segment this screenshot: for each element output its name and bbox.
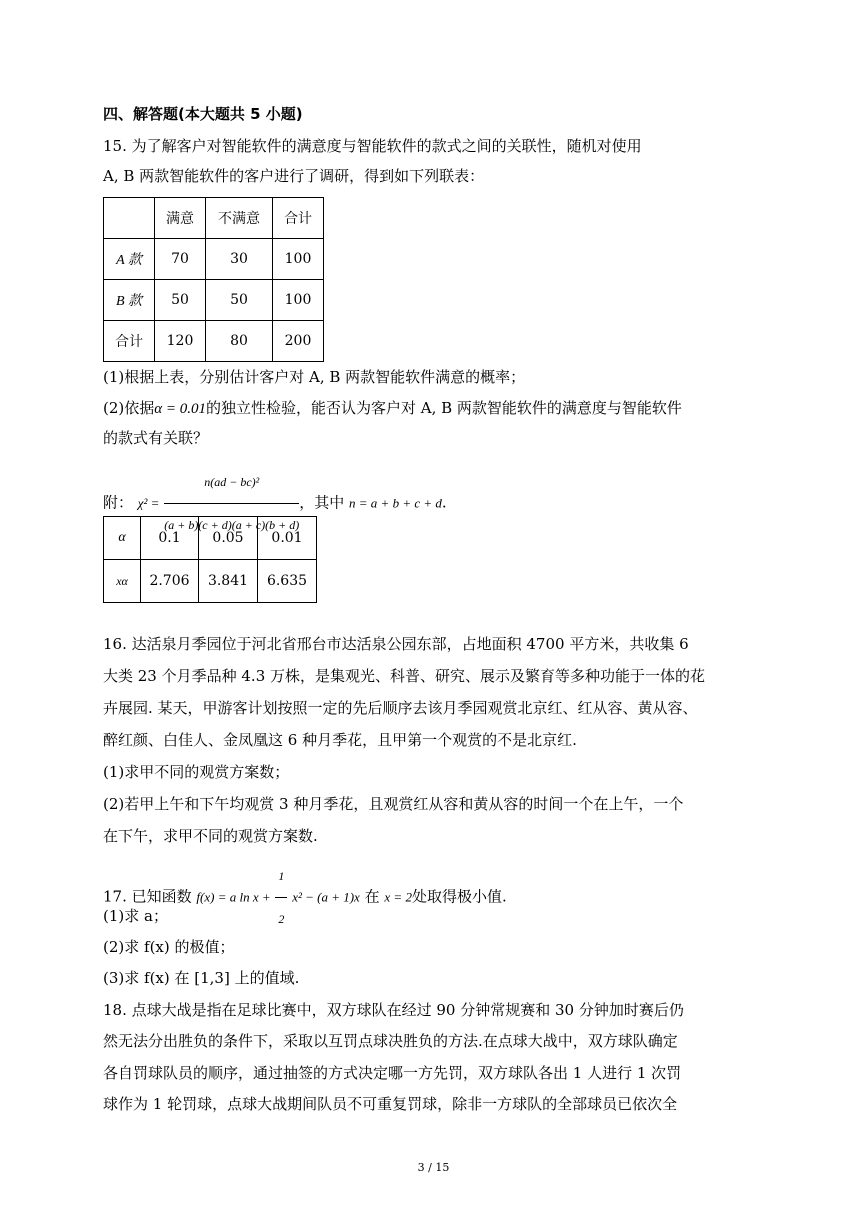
- period: .: [441, 493, 447, 512]
- alpha-value: α = 0.01: [154, 401, 206, 417]
- table-cell: 70: [155, 239, 206, 280]
- table-cell: 0.05: [199, 517, 258, 560]
- table-cell: 0.1: [141, 517, 199, 560]
- fraction-numerator: 1: [275, 856, 287, 898]
- table-cell: xα: [104, 560, 141, 603]
- q18-line1: 18. 点球大战是指在足球比赛中，双方球队在经过 90 分钟常规赛和 30 分钟加时赛后仍: [103, 1001, 684, 1019]
- fraction-denominator: 2: [278, 912, 285, 926]
- table-cell: 100: [273, 239, 324, 280]
- q15-line1: 15. 为了解客户对智能软件的满意度与智能软件的款式之间的关联性，随机对使用: [103, 137, 642, 155]
- table-row: [104, 321, 324, 362]
- q15-part2: [103, 398, 682, 419]
- q17-part3: (3)求 f(x) 在 [1,3] 上的值域.: [103, 969, 300, 987]
- table-row: [104, 239, 324, 280]
- table-cell: 120: [155, 321, 206, 362]
- table-cell: 3.841: [199, 560, 258, 603]
- n-formula: n = a + b + c + d: [349, 495, 442, 511]
- table-cell: 50: [206, 280, 273, 321]
- q17-prefix: 17. 已知函数: [103, 887, 192, 906]
- table-row: [104, 280, 324, 321]
- table-cell: 0.01: [258, 517, 317, 560]
- table-header: 满意: [155, 198, 206, 239]
- q18-line4: 球作为 1 轮罚球，点球大战期间队员不可重复罚球，除非一方球队的全部球员已依次全: [103, 1095, 678, 1113]
- function-formula-part2: x² − (a + 1)x: [292, 889, 360, 905]
- q16-line1: 16. 达活泉月季园位于河北省邢台市达活泉公园东部，占地面积 4700 平方米，共收集 6: [103, 635, 689, 653]
- table-cell: 50: [155, 280, 206, 321]
- q15-part2-text: 的独立性检验，能否认为客户对 A, B 两款智能软件的满意度与智能软件: [206, 399, 682, 417]
- q16-line2: 大类 23 个月季品种 4.3 万株，是集观光、科普、研究、展示及繁育等多种功能于一体的花: [103, 667, 706, 685]
- critical-value-table: [103, 516, 317, 603]
- page-number: 3 / 15: [417, 1161, 450, 1174]
- table-cell: 100: [273, 280, 324, 321]
- table-cell: α: [104, 517, 141, 560]
- table-cell: 6.635: [258, 560, 317, 603]
- q15-part1: (1)根据上表，分别估计客户对 A, B 两款智能软件满意的概率；: [103, 368, 526, 386]
- q18-line2: 然无法分出胜负的条件下，采取以互罚点球决胜负的方法.在点球大战中，双方球队确定: [103, 1032, 678, 1050]
- q16-line4: 醉红颜、白佳人、金凤凰这 6 种月季花，且甲第一个观赏的不是北京红.: [103, 731, 577, 749]
- q17-suffix: 处取得极小值.: [411, 887, 507, 906]
- table-header: 合计: [273, 198, 324, 239]
- q17-middle: 在: [364, 887, 380, 906]
- table-cell: A 款: [104, 239, 155, 280]
- fraction-denominator: (a + b)(c + d)(a + c)(b + d): [164, 518, 300, 532]
- q18-line3: 各自罚球队员的顺序，通过抽签的方式决定哪一方先罚，双方球队各出 1 人进行 1 次罚: [103, 1064, 682, 1082]
- table-cell: 80: [206, 321, 273, 362]
- table-header: 不满意: [206, 198, 273, 239]
- q15-line2: A, B 两款智能软件的客户进行了调研，得到如下列联表：: [103, 167, 485, 185]
- q17-part1: (1)求 a；: [103, 907, 168, 925]
- table-header-row: [104, 198, 324, 239]
- q15-part2-prefix: (2)依据: [103, 399, 155, 417]
- q16-part1: (1)求甲不同的观赏方案数；: [103, 763, 290, 781]
- table-row: [104, 560, 317, 603]
- contingency-table: [103, 197, 324, 362]
- half-fraction: [275, 856, 287, 939]
- table-cell: B 款: [104, 280, 155, 321]
- q15-part2-line2: 的款式有关联？: [103, 429, 209, 447]
- q17-part2: (2)求 f(x) 的极值；: [103, 938, 235, 956]
- q16-line3: 卉展园. 某天，甲游客计划按照一定的先后顺序去该月季园观赏北京红、红从容、黄从容、: [103, 699, 698, 717]
- x-condition: x = 2: [384, 889, 412, 905]
- q16-part2-line2: 在下午，求甲不同的观赏方案数.: [103, 827, 318, 845]
- table-cell: 200: [273, 321, 324, 362]
- table-row: [104, 517, 317, 560]
- table-cell: 30: [206, 239, 273, 280]
- function-formula-part1: f(x) = a ln x +: [196, 889, 271, 905]
- table-cell: [104, 198, 155, 239]
- where-text: ，其中: [299, 493, 345, 512]
- q17-stem: [103, 856, 507, 939]
- table-cell: 合计: [104, 321, 155, 362]
- appendix-label: 附：: [103, 493, 134, 512]
- fraction-numerator: n(ad − bc)²: [164, 462, 299, 504]
- section-heading: 四、解答题(本大题共 5 小题): [103, 105, 303, 123]
- chi-square-symbol: χ² =: [137, 495, 160, 511]
- q16-part2-line1: (2)若甲上午和下午均观赏 3 种月季花，且观赏红从容和黄从容的时间一个在上午，一个: [103, 795, 684, 813]
- table-cell: 2.706: [141, 560, 199, 603]
